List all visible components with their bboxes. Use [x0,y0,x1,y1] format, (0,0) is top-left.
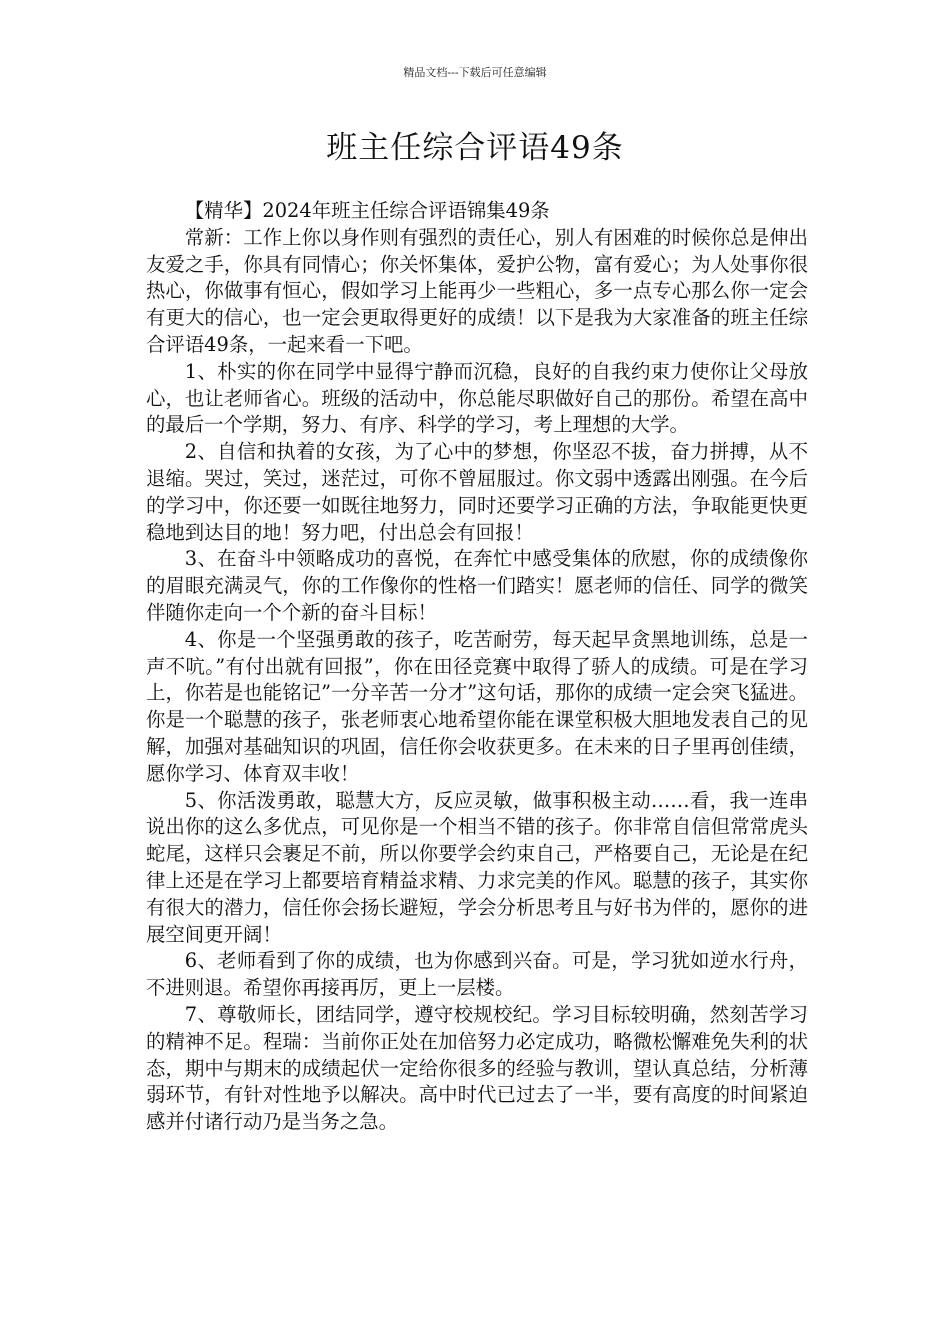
comment-paragraph-1: 1、朴实的你在同学中显得宁静而沉稳，良好的自我约束力使你让父母放心，也让老师省心。班级的活动中，你总能尽职做好自己的那份。希望在高中的最后一个学期，努力、有序、科学的学习，考上理想的大学。 [146,359,808,437]
comment-paragraph-7: 7、尊敬师长，团结同学，遵守校规校纪。学习目标较明确，然刻苦学习的精神不足。程瑞：当前你正处在加倍努力必定成功，略微松懈难免失利的状态，期中与期末的成绩起伏一定给你很多的经验与教训，望认真总结，分析薄弱环节，有针对性地予以解决。高中时代已过去了一半，要有高度的时间紧迫感并付诸行动乃是当务之急。 [146,1002,808,1134]
document-body [146,198,808,1136]
page-header-note: 精品文档---下载后可任意编辑 [403,66,547,79]
document-title: 班主任综合评语49条 [326,130,624,166]
intro-heading-paragraph: 【精华】2024年班主任综合评语锦集49条 [184,199,550,222]
comment-paragraph-3: 3、在奋斗中领略成功的喜悦，在奔忙中感受集体的欣慰，你的成绩像你的眉眼充满灵气，你的工作像你的性格一们踏实！愿老师的信任、同学的微笑伴随你走向一个个新的奋斗目标！ [146,547,808,624]
comment-paragraph-5: 5、你活泼勇敢，聪慧大方，反应灵敏，做事积极主动……看，我一连串说出你的这么多优点，可见你是一个相当不错的孩子。你非常自信但常常虎头蛇尾，这样只会裹足不前，所以你要学会约束自己，严格要自己，无论是在纪律上还是在学习上都要培育精益求精、力求完美的作风。聪慧的孩子，其实你有很大的潜力，信任你会扬长避短，学会分析思考且与好书为伴的，愿你的进展空间更开阔！ [146,788,808,946]
comment-paragraph-4: 4、你是一个坚强勇敢的孩子，吃苦耐劳，每天起早贪黑地训练，总是一声不吭。”有付出就有回报”，你在田径竞赛中取得了骄人的成绩。可是在学习上，你若是也能铭记”一分辛苦一分才”这句话，那你的成绩一定会突飞猛进。你是一个聪慧的孩子，张老师衷心地希望你能在课堂积极大胆地发表自己的见解，加强对基础知识的巩固，信任你会收获更多。在未来的日子里再创佳绩，愿你学习、体育双丰收！ [146,627,808,785]
comment-paragraph-6: 6、老师看到了你的成绩，也为你感到兴奋。可是，学习犹如逆水行舟，不进则退。希望你再接再厉，更上一层楼。 [146,949,808,1000]
intro-paragraph: 常新：工作上你以身作则有强烈的责任心，别人有困难的时候你总是伸出友爱之手，你具有同情心；你关怀集体，爱护公物，富有爱心；为人处事你很热心，你做事有恒心，假如学习上能再少一些粗心，多一点专心那么你一定会有更大的信心，也一定会更取得更好的成绩！以下是我为大家准备的班主任综合评语49条，一起来看一下吧。 [146,225,808,356]
comment-paragraph-2: 2、自信和执着的女孩，为了心中的梦想，你坚忍不拔，奋力拼搏，从不退缩。哭过，笑过，迷茫过，可你不曾屈服过。你文弱中透露出刚强。在今后的学习中，你还要一如既往地努力，同时还要学习正确的方法，争取能更快更稳地到达目的地！努力吧，付出总会有回报！ [146,440,808,544]
